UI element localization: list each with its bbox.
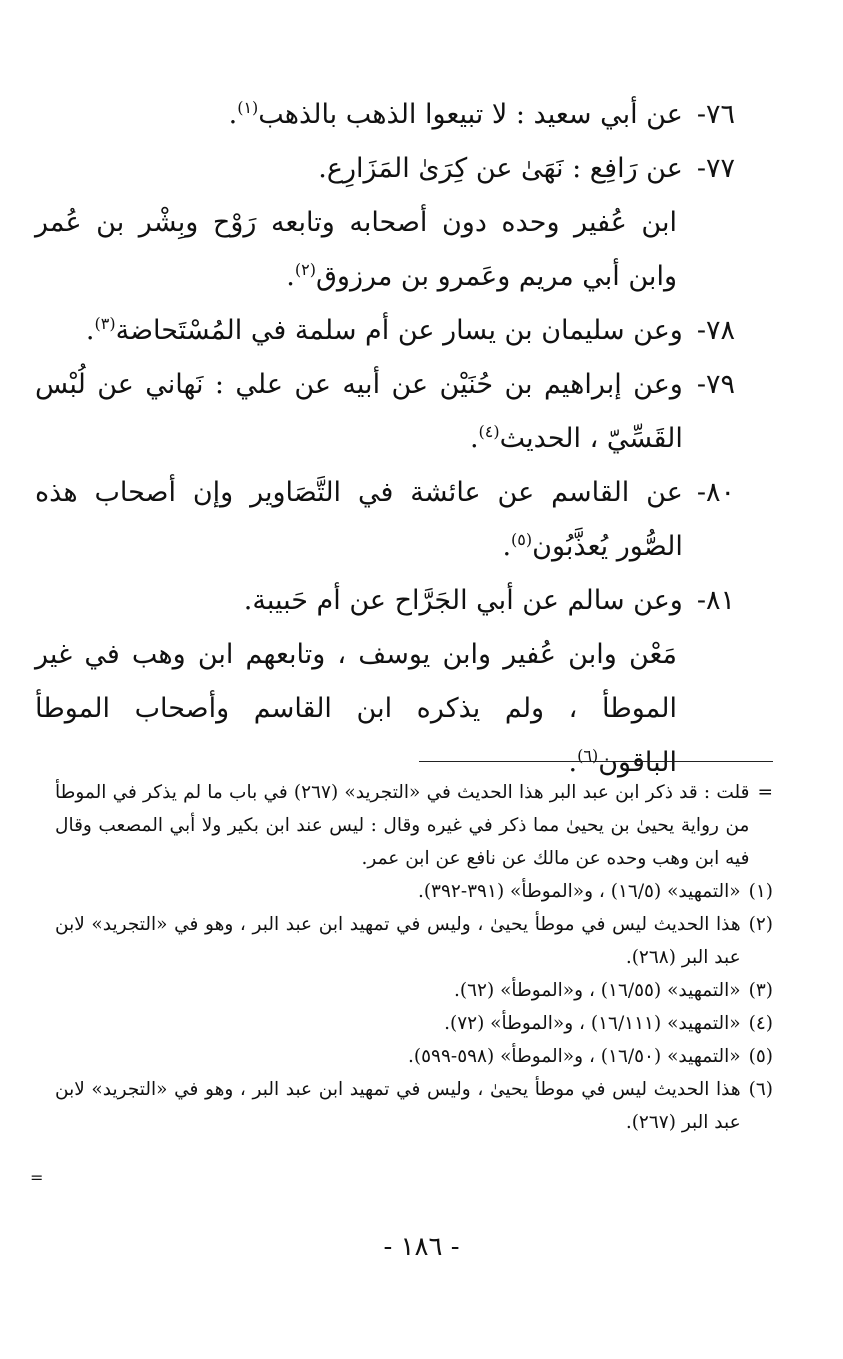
continuation-mark: = bbox=[30, 1168, 44, 1187]
footnote-ref[interactable]: (١) bbox=[237, 98, 259, 117]
footnote-3 bbox=[55, 974, 773, 1007]
hadith-entry-76: ٧٦- عن أبي سعيد : لا تبيعوا الذهب بالذهب$^{(١)}$. bbox=[35, 88, 735, 142]
page-number: - ١٨٦ - bbox=[383, 1232, 460, 1262]
hadith-entry-78: ٧٨- وعن سليمان بن يسار عن أم سلمة في المُسْتَحاضة$^{(٣)}$. bbox=[35, 304, 735, 358]
footnote-text: قلت : قد ذكر ابن عبد البر هذا الحديث في «التجريد» (٢٦٧) في باب ما لم يذكر في الموطأ من رواية يحيىٰ بن يحيىٰ مما ذكر في غيره وقال : ليس عند ابن بكير ولا أبي المصعب وقال فيه ابن وهب وحده عن مالك عن نافع عن ابن عمر. bbox=[55, 782, 750, 869]
entry-text: عن أبي سعيد : لا تبيعوا الذهب بالذهب bbox=[258, 99, 683, 130]
hadith-entry-79: ٧٩- وعن إبراهيم بن حُنَيْن عن أبيه عن علي : نَهاني عن لُبْس القَسِّيّ ، الحديث$^{(٤)}$. bbox=[35, 358, 735, 466]
footnote-text: «التمهيد» (١٦/٥٥) ، و«الموطأ» (٦٢). bbox=[454, 980, 741, 1001]
footnote-text: «التمهيد» (١٦/٥٠) ، و«الموطأ» (٥٩٨-٥٩٩). bbox=[408, 1046, 741, 1067]
entry-number: ٧٧- bbox=[696, 153, 735, 184]
entry-number: ٨٠- bbox=[696, 477, 735, 508]
footnote-ref[interactable]: (٢) bbox=[294, 260, 316, 279]
footnote-ref[interactable]: (٦) bbox=[577, 746, 599, 765]
footnote-text: هذا الحديث ليس في موطأ يحيىٰ ، وليس في تمهيد ابن عبد البر ، وهو في «التجريد» لابن عبد البر (٢٦٧). bbox=[55, 1079, 741, 1133]
footnote-ref[interactable]: (٥) bbox=[511, 530, 533, 549]
hadith-entry-81 bbox=[35, 574, 735, 628]
footnote-6 bbox=[55, 1073, 773, 1139]
footnote-number: (٥) bbox=[748, 1046, 773, 1067]
footnote-number: (١) bbox=[748, 881, 773, 902]
footnote-number: (٤) bbox=[748, 1013, 773, 1034]
footnote-continuation bbox=[55, 776, 773, 875]
entry-number: ٨١- bbox=[696, 585, 735, 616]
footnote-number: (٢) bbox=[748, 914, 773, 935]
entry-text: وعن سليمان بن يسار عن أم سلمة في المُسْتَحاضة bbox=[115, 315, 683, 346]
entry-text: وعن إبراهيم بن حُنَيْن عن أبيه عن علي : نَهاني عن لُبْس القَسِّيّ ، الحديث bbox=[35, 369, 683, 454]
footnote-text: «التمهيد» (١٦/١١١) ، و«الموطأ» (٧٢). bbox=[444, 1013, 741, 1034]
footnote-4 bbox=[55, 1007, 773, 1040]
hadith-entry-77 bbox=[35, 142, 735, 196]
hadith-entry-80: ٨٠- عن القاسم عن عائشة في التَّصَاوير وإن أصحاب هذه الصُّور يُعذَّبُون$^{(٥)}$. bbox=[35, 466, 735, 574]
footnotes-section bbox=[55, 776, 773, 1139]
narrator-note: ابن عُفير وحده دون أصحابه وتابعه رَوْح وبِشْر بن عُمر وابن أبي مريم وعَمرو بن مرزوق$^{(٢)}$. bbox=[35, 207, 677, 292]
footnote-number: (٣) bbox=[748, 980, 773, 1001]
entry-number: ٧٨- bbox=[696, 315, 735, 346]
footnote-number: = bbox=[757, 782, 773, 803]
entry-text: عن القاسم عن عائشة في التَّصَاوير وإن أصحاب هذه الصُّور يُعذَّبُون bbox=[35, 477, 683, 562]
footnote-number: (٦) bbox=[748, 1079, 773, 1100]
narrator-note: مَعْن وابن عُفير وابن يوسف ، وتابعهم ابن وهب في غير الموطأ ، ولم يذكره ابن القاسم وأصحاب الموطأ الباقون$^{(٦)}$. bbox=[35, 639, 677, 778]
footnote-2 bbox=[55, 908, 773, 974]
entry-number: ٧٦- bbox=[696, 99, 735, 130]
footnote-1 bbox=[55, 875, 773, 908]
footnote-ref[interactable]: (٤) bbox=[478, 422, 500, 441]
footnote-5 bbox=[55, 1040, 773, 1073]
entry-text: عن رَافِع : نَهَىٰ عن كِرَىٰ المَزَارِع. bbox=[318, 153, 683, 184]
entry-number: ٧٩- bbox=[696, 369, 735, 400]
footnote-ref[interactable]: (٣) bbox=[94, 314, 116, 333]
footnote-divider bbox=[419, 761, 773, 762]
footnote-text: «التمهيد» (١٦/٥) ، و«الموطأ» (٣٩١-٣٩٢). bbox=[417, 881, 741, 902]
footnote-text: هذا الحديث ليس في موطأ يحيىٰ ، وليس في تمهيد ابن عبد البر ، وهو في «التجريد» لابن عبد البر (٢٦٨). bbox=[55, 914, 741, 968]
main-text bbox=[35, 88, 735, 790]
entry-text: وعن سالم عن أبي الجَرَّاح عن أم حَبيبة. bbox=[243, 585, 683, 616]
